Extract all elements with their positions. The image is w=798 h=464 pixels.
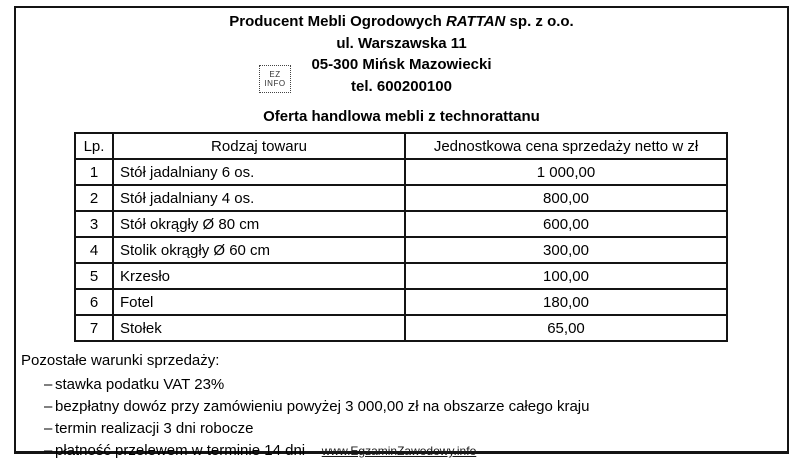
table-row: [75, 159, 727, 185]
company-brand-name: RATTAN: [445, 13, 506, 30]
company-phone: tel. 600200100: [351, 77, 452, 95]
product-price: 1 000,00: [405, 159, 727, 185]
product-name: Fotel: [113, 289, 405, 315]
row-number: 5: [75, 263, 113, 289]
column-header-product: Rodzaj towaru: [113, 133, 405, 159]
product-price: 180,00: [405, 289, 727, 315]
ez-info-stamp-icon: [259, 65, 291, 93]
terms-heading: Pozostałe warunki sprzedaży:: [21, 352, 220, 369]
list-item: [21, 418, 787, 440]
term-text: płatność przelewem w terminie 14 dni: [55, 442, 306, 459]
product-name: Stół jadalniany 6 os.: [113, 159, 405, 185]
dash-bullet: –: [44, 398, 53, 415]
dash-bullet: –: [44, 420, 53, 437]
dash-bullet: –: [44, 442, 53, 459]
row-number: 6: [75, 289, 113, 315]
product-price: 800,00: [405, 185, 727, 211]
product-name: Stół okrągły Ø 80 cm: [113, 211, 405, 237]
row-number: 3: [75, 211, 113, 237]
price-table: [74, 132, 728, 342]
table-header-row: [75, 133, 727, 159]
term-text: stawka podatku VAT 23%: [55, 376, 225, 393]
table-row: [75, 237, 727, 263]
product-price: 600,00: [405, 211, 727, 237]
company-name-line: [16, 11, 787, 33]
product-price: 100,00: [405, 263, 727, 289]
term-text: termin realizacji 3 dni robocze: [55, 420, 254, 437]
product-price: 65,00: [405, 315, 727, 341]
product-name: Krzesło: [113, 263, 405, 289]
stamp-line-2: INFO: [264, 79, 286, 88]
company-header: [16, 8, 787, 97]
table-row: [75, 211, 727, 237]
row-number: 1: [75, 159, 113, 185]
document-border-frame: [14, 6, 789, 459]
product-price: 300,00: [405, 237, 727, 263]
row-number: 4: [75, 237, 113, 263]
row-number: 7: [75, 315, 113, 341]
table-row: [75, 185, 727, 211]
table-row: [75, 315, 727, 341]
company-name-prefix: Producent Mebli Ogrodowych: [229, 13, 446, 30]
table-row: [75, 289, 727, 315]
product-name: Stołek: [113, 315, 405, 341]
column-header-price: Jednostkowa cena sprzedaży netto w zł: [405, 133, 727, 159]
table-row: [75, 263, 727, 289]
company-city: 05-300 Mińsk Mazowiecki: [311, 56, 492, 73]
offer-title: Oferta handlowa mebli z technorattanu: [263, 108, 540, 125]
stamp-line-1: EZ: [269, 70, 281, 79]
product-name: Stolik okrągły Ø 60 cm: [113, 237, 405, 263]
list-item: [21, 396, 787, 418]
watermark-url: www.EgzaminZawodowy.info: [321, 444, 477, 458]
product-name: Stół jadalniany 4 os.: [113, 185, 405, 211]
term-text: bezpłatny dowóz przy zamówieniu powyżej 3 000,00 zł na obszarze całego kraju: [55, 398, 590, 415]
dash-bullet: –: [44, 376, 53, 393]
list-item: [21, 374, 787, 396]
company-name-suffix: sp. z o.o.: [505, 13, 574, 30]
company-street: ul. Warszawska 11: [336, 34, 467, 52]
column-header-lp: Lp.: [75, 133, 113, 159]
row-number: 2: [75, 185, 113, 211]
